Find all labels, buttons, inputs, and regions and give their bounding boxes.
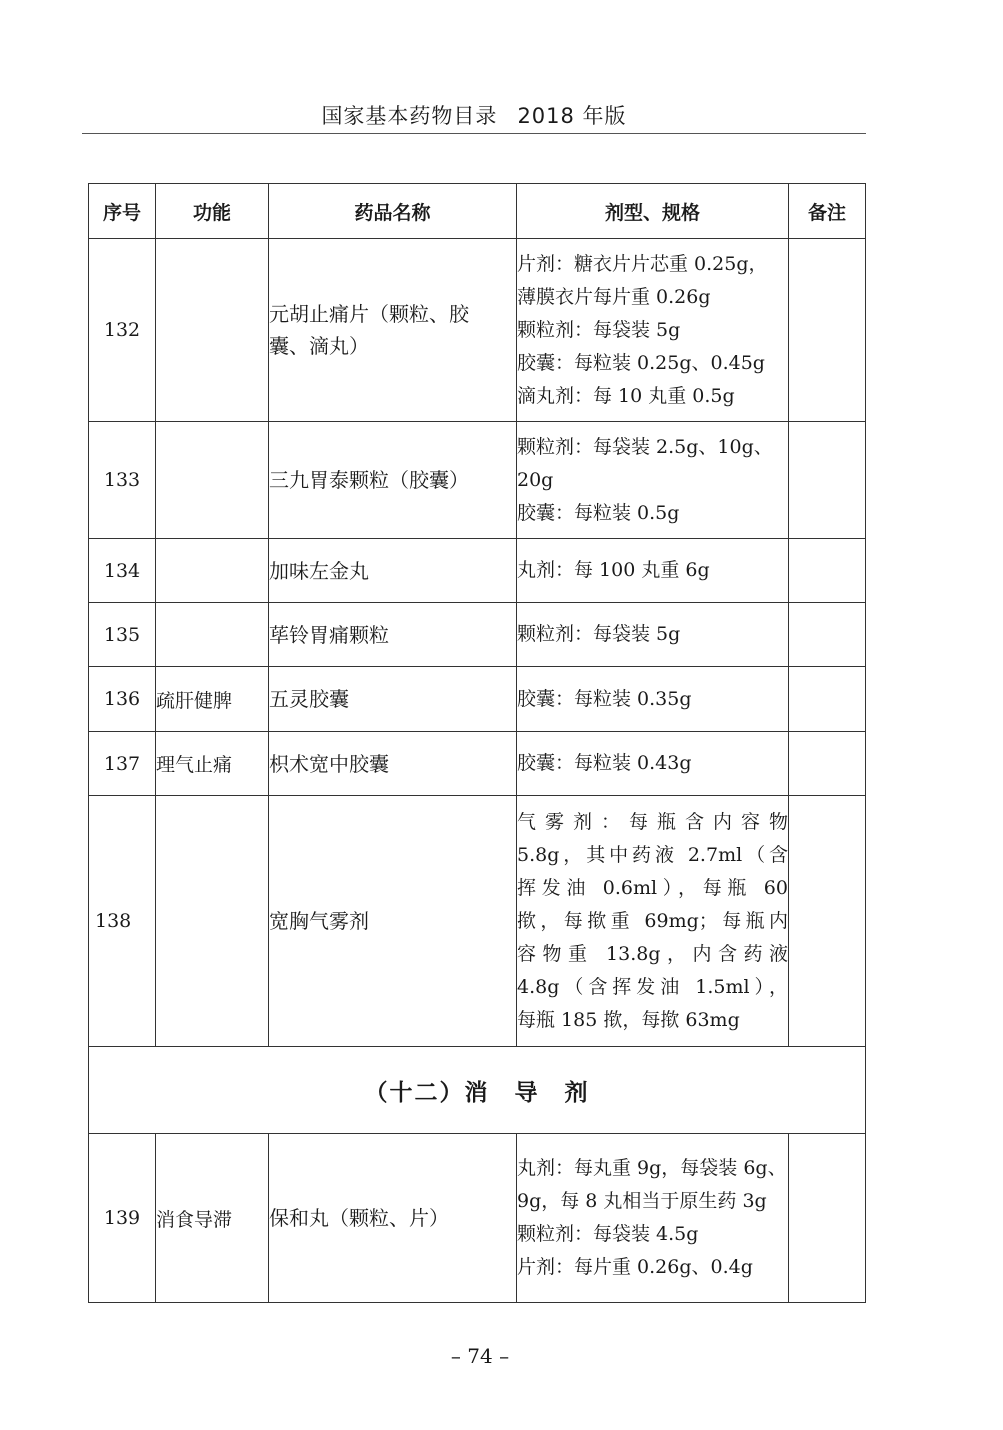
row-number: 138	[89, 796, 156, 1047]
row-drug-name	[269, 239, 517, 422]
spec-line: 挥发油 0.6ml），每瓶 60	[517, 876, 788, 899]
row-function	[156, 796, 269, 1047]
row-number: 137	[89, 732, 156, 796]
row-function	[156, 239, 269, 422]
table-row	[89, 667, 866, 732]
col-header-function: 功能	[156, 184, 269, 239]
row-note	[789, 603, 866, 667]
spec-line: 颗粒剂：每袋装 5g	[517, 318, 681, 341]
spec-line: 容物重 13.8g，内含药液	[517, 942, 788, 965]
row-drug-name: 荜铃胃痛颗粒	[269, 603, 517, 667]
drug-name-line: 元胡止痛片（颗粒、胶	[269, 302, 469, 326]
row-spec	[517, 732, 789, 796]
row-spec	[517, 1134, 789, 1303]
edition-year: 2018 年版	[517, 104, 627, 128]
table-row	[89, 796, 866, 1047]
spec-line: 胶囊：每粒装 0.25g、0.45g	[517, 351, 765, 374]
row-note	[789, 539, 866, 603]
drug-name-line: 囊、滴丸）	[269, 334, 369, 358]
row-drug-name: 宽胸气雾剂	[269, 796, 517, 1047]
row-drug-name: 保和丸（颗粒、片）	[269, 1134, 517, 1303]
spec-line: 胶囊：每粒装 0.43g	[517, 752, 692, 774]
spec-line: 5.8g，其中药液 2.7ml（含	[517, 843, 788, 866]
row-drug-name: 三九胃泰颗粒（胶囊）	[269, 422, 517, 539]
row-note	[789, 239, 866, 422]
spec-line: 丸剂：每丸重 9g，每袋装 6g、	[517, 1157, 787, 1179]
row-function	[156, 603, 269, 667]
row-function	[156, 539, 269, 603]
row-function	[156, 422, 269, 539]
col-header-no: 序号	[89, 184, 156, 239]
table-row	[89, 239, 866, 422]
row-note	[789, 667, 866, 732]
spec-line: 颗粒剂：每袋装 5g	[517, 623, 681, 645]
row-function: 消食导滞	[156, 1134, 269, 1303]
row-spec	[517, 239, 789, 422]
spec-line: 颗粒剂：每袋装 2.5g、10g、	[517, 435, 773, 458]
spec-line: 丸剂：每 100 丸重 6g	[517, 559, 710, 581]
col-header-spec: 剂型、规格	[517, 184, 789, 239]
row-function: 理气止痛	[156, 732, 269, 796]
row-note	[789, 732, 866, 796]
table-row	[89, 539, 866, 603]
row-spec	[517, 539, 789, 603]
spec-line: 胶囊：每粒装 0.5g	[517, 501, 680, 524]
row-spec	[517, 667, 789, 732]
spec-line: 4.8g（含挥发油 1.5ml），	[517, 975, 788, 998]
row-number: 136	[89, 667, 156, 732]
spec-line: 20g	[517, 468, 554, 491]
table-header-row	[89, 184, 866, 239]
catalog-title: 国家基本药物目录	[321, 104, 498, 128]
table-row	[89, 422, 866, 539]
spec-line: 薄膜衣片每片重 0.26g	[517, 285, 711, 308]
row-note	[789, 1134, 866, 1303]
table-row	[89, 603, 866, 667]
table-row	[89, 732, 866, 796]
section-title: （十二）消 导 剂	[89, 1047, 866, 1134]
col-header-note: 备注	[789, 184, 866, 239]
row-spec	[517, 603, 789, 667]
spec-line: 揿，每揿重 69mg；每瓶内	[517, 909, 788, 932]
row-note	[789, 422, 866, 539]
medicine-table	[88, 183, 866, 1303]
spec-line: 胶囊：每粒装 0.35g	[517, 687, 692, 710]
page-header	[82, 100, 866, 130]
row-drug-name: 加味左金丸	[269, 539, 517, 603]
row-number: 139	[89, 1134, 156, 1303]
spec-line: 每瓶 185 揿，每揿 63mg	[517, 1008, 740, 1031]
row-drug-name: 五灵胶囊	[269, 667, 517, 732]
row-function: 疏肝健脾	[156, 667, 269, 732]
row-spec	[517, 796, 789, 1047]
spec-line: 气雾剂：每瓶含内容物	[517, 810, 788, 833]
row-number: 133	[89, 422, 156, 539]
row-number: 132	[89, 239, 156, 422]
row-number: 134	[89, 539, 156, 603]
spec-line: 片剂：糖衣片片芯重 0.25g，	[517, 252, 768, 275]
spec-line: 9g，每 8 丸相当于原生药 3g	[517, 1190, 767, 1212]
header-divider	[82, 133, 866, 134]
section-row	[89, 1047, 866, 1134]
row-drug-name: 枳术宽中胶囊	[269, 732, 517, 796]
row-note	[789, 796, 866, 1047]
table-row	[89, 1134, 866, 1303]
row-number: 135	[89, 603, 156, 667]
row-spec	[517, 422, 789, 539]
page-number: – 74 –	[450, 1344, 510, 1368]
spec-line: 片剂：每片重 0.26g、0.4g	[517, 1256, 753, 1278]
col-header-name: 药品名称	[269, 184, 517, 239]
spec-line: 颗粒剂：每袋装 4.5g	[517, 1223, 699, 1245]
spec-line: 滴丸剂：每 10 丸重 0.5g	[517, 384, 735, 407]
